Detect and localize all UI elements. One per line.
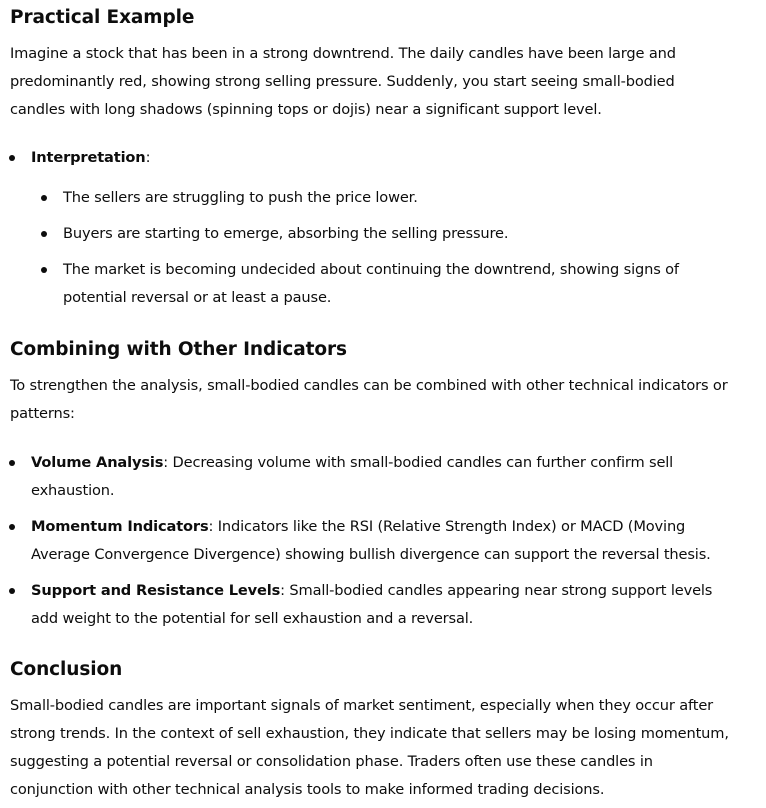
indicators-list bbox=[0, 449, 740, 633]
interpretation-sublist bbox=[0, 184, 740, 312]
item-label: Volume Analysis bbox=[31, 454, 164, 471]
list-item: The sellers are struggling to push the price lower. bbox=[0, 184, 740, 212]
list-item-support-resistance bbox=[0, 577, 740, 633]
section-heading-combining-indicators: Combining with Other Indicators bbox=[10, 339, 347, 360]
practical-example-paragraph: Imagine a stock that has been in a strong downtrend. The daily candles have been large and predominantly red, showing strong selling pressure. Suddenly, you start seeing small-bodied candles with long shadows (spinning tops or dojis) near a significant support level. bbox=[10, 45, 676, 118]
item-label: Momentum Indicators bbox=[31, 518, 209, 535]
conclusion-paragraph: Small-bodied candles are important signals of market sentiment, especially when they occur after strong trends. In the context of sell exhaustion, they indicate that sellers may be losing momentum, suggesting a potential reversal or consolidation phase. Traders often use these candles in conjunction with other technical analysis tools to make informed trading decisions. bbox=[10, 697, 729, 798]
list-item: The market is becoming undecided about continuing the downtrend, showing signs of potential reversal or at least a pause. bbox=[0, 256, 740, 312]
list-item-interpretation bbox=[0, 144, 740, 172]
item-text: : Indicators like the RSI (Relative Strength Index) or MACD (Moving Average Convergence Divergence) showing bullish divergence can support the reversal thesis. bbox=[31, 518, 711, 563]
combining-intro-paragraph: To strengthen the analysis, small-bodied candles can be combined with other technical indicators or patterns: bbox=[10, 377, 728, 422]
list-item: Buyers are starting to emerge, absorbing the selling pressure. bbox=[0, 220, 740, 248]
section-heading-practical-example: Practical Example bbox=[10, 7, 195, 28]
list-item-momentum-indicators bbox=[0, 513, 740, 569]
interpretation-label: Interpretation bbox=[31, 149, 146, 166]
item-label: Support and Resistance Levels bbox=[31, 582, 281, 599]
section-heading-conclusion: Conclusion bbox=[10, 659, 123, 680]
item-text: : Small-bodied candles appearing near strong support levels add weight to the potential for sell exhaustion and a reversal. bbox=[31, 582, 713, 627]
item-text: : Decreasing volume with small-bodied candles can further confirm sell exhaustion. bbox=[31, 454, 674, 499]
list-item-volume-analysis bbox=[0, 449, 740, 505]
interpretation-colon: : bbox=[145, 149, 151, 166]
interpretation-list bbox=[0, 144, 740, 172]
